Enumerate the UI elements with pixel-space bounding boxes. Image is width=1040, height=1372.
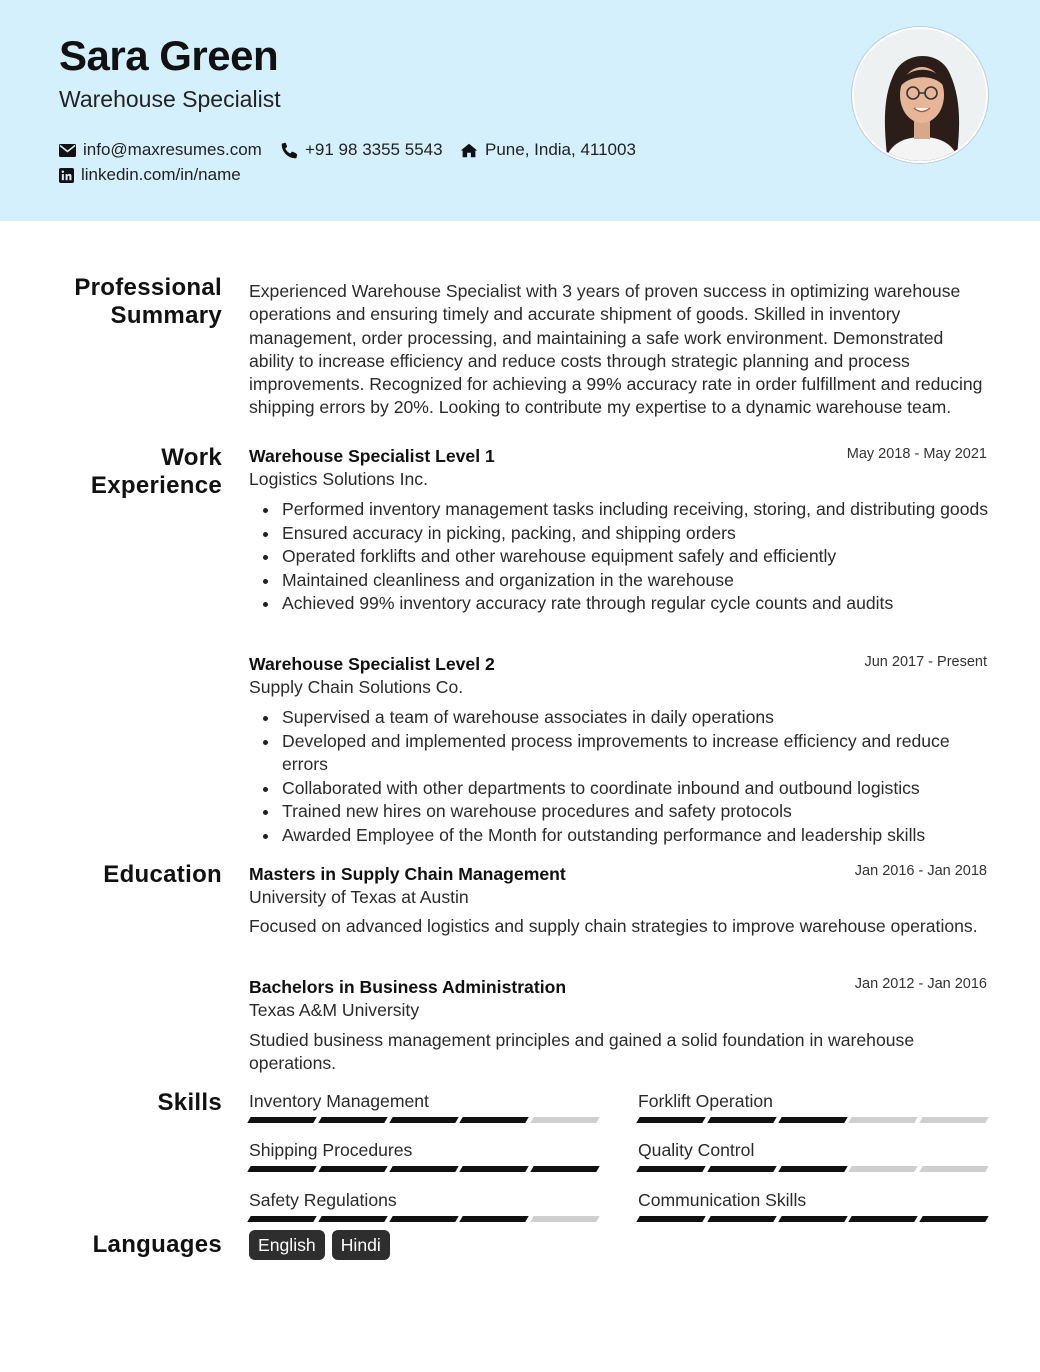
job-bullets — [282, 498, 992, 616]
experience-heading-line2: Experience — [90, 472, 222, 499]
list-item: Collaborated with other departments to coordinate inbound and outbound logistics — [282, 777, 992, 801]
list-item: Supervised a team of warehouse associates in daily operations — [282, 706, 992, 730]
skill-item — [638, 1189, 987, 1222]
skill-item — [249, 1139, 598, 1172]
education-description: Studied business management principles and gained a solid foundation in warehouse operations. — [249, 1030, 915, 1074]
contact-phone-text: +91 98 3355 5543 — [305, 140, 443, 159]
skill-level-segment — [530, 1166, 599, 1172]
envelope-icon — [59, 144, 76, 157]
languages-heading: Languages — [92, 1231, 222, 1258]
skill-item — [638, 1090, 987, 1123]
skill-level-segment — [530, 1216, 599, 1222]
skill-level-segment — [247, 1117, 316, 1123]
skill-level-bar — [638, 1216, 987, 1222]
skill-level-segment — [636, 1166, 705, 1172]
summary-heading-line1: Professional — [74, 274, 222, 301]
phone-icon — [281, 142, 298, 159]
skill-level-segment — [636, 1216, 705, 1222]
list-item: Ensured accuracy in picking, packing, and shipping orders — [282, 522, 992, 546]
skills-heading: Skills — [157, 1089, 222, 1116]
job-bullets — [282, 706, 992, 847]
job-company: Supply Chain Solutions Co. — [249, 677, 464, 697]
skill-name: Forklift Operation — [638, 1091, 773, 1111]
languages-list — [249, 1230, 390, 1260]
linkedin-icon — [59, 168, 74, 183]
skill-level-segment — [460, 1216, 529, 1222]
experience-heading-line1: Work — [161, 444, 222, 471]
skill-level-segment — [849, 1166, 918, 1172]
education-dates: Jan 2012 - Jan 2016 — [854, 976, 987, 992]
skill-level-segment — [707, 1216, 776, 1222]
skill-level-segment — [919, 1117, 988, 1123]
summary-heading-line2: Summary — [110, 302, 222, 329]
list-item: Performed inventory management tasks including receiving, storing, and distributing goods — [282, 498, 992, 522]
skill-level-bar — [249, 1166, 598, 1172]
skill-name: Safety Regulations — [249, 1190, 397, 1210]
skill-level-segment — [318, 1216, 387, 1222]
skill-level-bar — [249, 1117, 598, 1123]
skill-level-bar — [638, 1117, 987, 1123]
skill-level-segment — [707, 1166, 776, 1172]
skill-level-segment — [460, 1117, 529, 1123]
skill-level-bar — [638, 1166, 987, 1172]
education-dates: Jan 2016 - Jan 2018 — [854, 863, 987, 879]
skill-level-segment — [778, 1166, 847, 1172]
candidate-title: Warehouse Specialist — [59, 86, 281, 112]
summary-text: Experienced Warehouse Specialist with 3 years of proven success in optimizing warehouse operations and ensuring timely and accurate shipment of goods. Skilled in inventory management, order processing, and maintaining a safe work environment. Demonstrated ability to increase efficiency and reduce costs through strategic planning and process improvements. Recognized for achieving a 99% accuracy rate in order fulfillment and reducing shipping errors by 20%. Looking to contribute my expertise to a dynamic warehouse team. — [249, 281, 983, 418]
skill-level-segment — [849, 1216, 918, 1222]
skill-level-segment — [778, 1117, 847, 1123]
job-title: Warehouse Specialist Level 1 — [249, 446, 495, 466]
skill-level-segment — [318, 1166, 387, 1172]
skill-name: Communication Skills — [638, 1190, 807, 1210]
skill-level-segment — [919, 1166, 988, 1172]
summary-heading — [74, 274, 222, 330]
education-heading: Education — [103, 861, 222, 888]
skill-level-segment — [919, 1216, 988, 1222]
profile-portrait-icon — [854, 29, 988, 163]
skill-level-segment — [530, 1117, 599, 1123]
skill-level-segment — [778, 1216, 847, 1222]
profile-photo — [852, 27, 988, 163]
skill-item — [638, 1139, 987, 1172]
language-badge: English — [249, 1230, 325, 1260]
candidate-name: Sara Green — [59, 32, 279, 79]
skill-level-segment — [389, 1216, 458, 1222]
skill-name: Inventory Management — [249, 1091, 429, 1111]
skill-level-segment — [247, 1216, 316, 1222]
education-degree: Masters in Supply Chain Management — [249, 864, 566, 884]
skill-level-segment — [707, 1117, 776, 1123]
list-item: Achieved 99% inventory accuracy rate through regular cycle counts and audits — [282, 592, 992, 616]
contact-location-text: Pune, India, 411003 — [485, 140, 636, 159]
education-school: Texas A&M University — [249, 1000, 420, 1020]
contact-phone[interactable] — [281, 140, 443, 160]
skill-level-segment — [318, 1117, 387, 1123]
contact-location — [460, 140, 636, 160]
skill-item — [249, 1189, 598, 1222]
skill-level-segment — [636, 1117, 705, 1123]
contact-linkedin-text: linkedin.com/in/name — [81, 165, 241, 184]
skill-level-segment — [849, 1117, 918, 1123]
education-degree: Bachelors in Business Administration — [249, 977, 567, 997]
contact-linkedin[interactable] — [59, 165, 241, 185]
skill-name: Shipping Procedures — [249, 1140, 413, 1160]
home-icon — [460, 143, 478, 158]
skill-name: Quality Control — [638, 1140, 755, 1160]
job-dates: Jun 2017 - Present — [864, 654, 987, 670]
resume-header — [0, 0, 1040, 221]
list-item: Maintained cleanliness and organization in the warehouse — [282, 569, 992, 593]
list-item: Developed and implemented process improvements to increase efficiency and reduce errors — [282, 730, 992, 777]
skill-level-bar — [249, 1216, 598, 1222]
skill-level-segment — [460, 1166, 529, 1172]
contact-email[interactable] — [59, 140, 262, 160]
skill-item — [249, 1090, 598, 1123]
list-item: Operated forklifts and other warehouse equipment safely and efficiently — [282, 545, 992, 569]
skill-level-segment — [389, 1166, 458, 1172]
language-badge: Hindi — [332, 1230, 390, 1260]
education-description: Focused on advanced logistics and supply chain strategies to improve warehouse operations. — [249, 916, 978, 936]
education-school: University of Texas at Austin — [249, 887, 469, 907]
job-dates: May 2018 - May 2021 — [846, 446, 987, 462]
skill-level-segment — [247, 1166, 316, 1172]
experience-heading — [91, 444, 222, 500]
contact-email-text: info@maxresumes.com — [83, 140, 262, 159]
skill-level-segment — [389, 1117, 458, 1123]
job-title: Warehouse Specialist Level 2 — [249, 654, 495, 674]
list-item: Awarded Employee of the Month for outstanding performance and leadership skills — [282, 824, 992, 848]
job-company: Logistics Solutions Inc. — [249, 469, 428, 489]
list-item: Trained new hires on warehouse procedures and safety protocols — [282, 800, 992, 824]
